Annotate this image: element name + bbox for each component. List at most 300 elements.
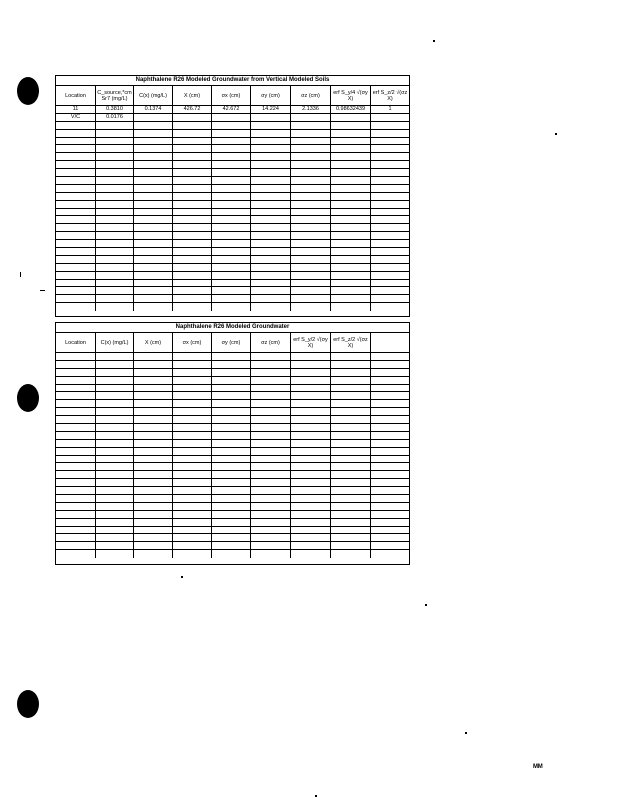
cell-empty — [173, 542, 212, 549]
cell-empty — [56, 448, 96, 455]
cell-empty — [96, 534, 134, 541]
cell-empty — [56, 416, 96, 423]
cell-empty — [251, 408, 291, 415]
cell-empty — [173, 114, 212, 121]
cell-empty — [173, 527, 212, 534]
cell-empty — [96, 527, 134, 534]
cell-empty — [56, 471, 96, 478]
cell-empty — [331, 240, 371, 247]
cell-empty — [212, 377, 251, 384]
table-row — [56, 209, 409, 217]
header-cx: C(x) (mg/L) — [134, 86, 173, 105]
cell-empty — [134, 153, 173, 160]
scan-speck — [465, 732, 467, 734]
cell-empty — [331, 209, 371, 216]
cell-empty — [134, 272, 173, 279]
cell-empty — [96, 392, 134, 399]
table-row — [56, 216, 409, 224]
cell-empty — [291, 400, 331, 407]
cell-empty — [212, 216, 251, 223]
cell-empty — [173, 280, 212, 287]
cell-empty — [251, 550, 291, 558]
cell-empty — [291, 201, 331, 208]
cell-empty — [371, 487, 409, 494]
cell-empty — [331, 534, 371, 541]
cell-empty — [251, 248, 291, 255]
cell-empty — [291, 456, 331, 463]
cell-empty — [96, 169, 134, 176]
cell-empty — [56, 511, 96, 518]
cell-empty — [212, 385, 251, 392]
cell-empty — [56, 209, 96, 216]
cell-empty — [173, 240, 212, 247]
cell-empty — [371, 377, 409, 384]
table-row — [56, 224, 409, 232]
cell-empty — [212, 264, 251, 271]
cell-empty — [134, 264, 173, 271]
cell-empty — [331, 519, 371, 526]
cell-empty — [134, 161, 173, 168]
cell-empty — [173, 264, 212, 271]
cell-empty — [96, 385, 134, 392]
table-row — [56, 456, 409, 464]
cell-empty — [96, 361, 134, 368]
cell-empty — [173, 471, 212, 478]
cell-empty — [212, 448, 251, 455]
cell-empty — [96, 487, 134, 494]
cell-empty — [96, 400, 134, 407]
header-location: Location — [56, 333, 96, 352]
table-row — [56, 479, 409, 487]
cell-empty — [56, 240, 96, 247]
cell-empty — [134, 209, 173, 216]
cell-empty — [134, 432, 173, 439]
scan-speck — [555, 133, 557, 135]
cell-empty — [96, 369, 134, 376]
cell-empty — [56, 542, 96, 549]
cell-empty — [371, 295, 409, 302]
cell-empty — [96, 295, 134, 302]
cell-empty — [134, 495, 173, 502]
cell-empty — [251, 479, 291, 486]
cell-empty — [134, 169, 173, 176]
table-row — [56, 432, 409, 440]
cell-empty — [56, 424, 96, 431]
cell-empty — [173, 377, 212, 384]
cell-empty — [173, 550, 212, 558]
table-row — [56, 511, 409, 519]
cell-empty — [212, 416, 251, 423]
cell-empty — [56, 248, 96, 255]
cell-empty — [291, 287, 331, 294]
cell-empty — [96, 550, 134, 558]
cell-empty — [134, 550, 173, 558]
cell-empty — [371, 287, 409, 294]
cell-empty — [173, 256, 212, 263]
cell-empty — [331, 224, 371, 231]
cell-empty — [96, 185, 134, 192]
cell-empty — [56, 256, 96, 263]
cell-empty — [96, 424, 134, 431]
cell-empty — [371, 177, 409, 184]
scan-speck — [425, 604, 427, 606]
cell-empty — [331, 264, 371, 271]
cell-empty — [173, 456, 212, 463]
cell-empty — [331, 169, 371, 176]
table-row — [56, 106, 409, 114]
cell-empty — [134, 519, 173, 526]
table-row — [56, 471, 409, 479]
table-row — [56, 177, 409, 185]
table-row — [56, 272, 409, 280]
cell-empty — [173, 185, 212, 192]
cell-empty — [56, 353, 96, 360]
cell-empty — [173, 385, 212, 392]
cell-empty — [56, 161, 96, 168]
cell-empty — [291, 448, 331, 455]
cell-empty — [331, 377, 371, 384]
cell-empty — [251, 193, 291, 200]
header-sigma-z: σz (cm) — [251, 333, 291, 352]
cell-empty — [96, 511, 134, 518]
cell-empty — [251, 392, 291, 399]
cell-empty — [96, 216, 134, 223]
cell-empty — [134, 280, 173, 287]
cell-empty — [134, 527, 173, 534]
cell-empty — [291, 114, 331, 121]
cell-empty — [331, 503, 371, 510]
header-sigma-y: σy (cm) — [212, 333, 251, 352]
cell-empty — [371, 463, 409, 470]
cell-empty — [251, 287, 291, 294]
cell-empty — [291, 240, 331, 247]
cell-empty — [56, 495, 96, 502]
header-sigma-y: σy (cm) — [251, 86, 291, 105]
cell-empty — [173, 153, 212, 160]
cell-empty — [291, 130, 331, 137]
cell-empty — [134, 440, 173, 447]
cell-empty — [251, 495, 291, 502]
cell-empty — [291, 519, 331, 526]
cell-empty — [173, 295, 212, 302]
header-x: X (cm) — [173, 86, 212, 105]
cell-empty — [212, 534, 251, 541]
cell-empty — [212, 256, 251, 263]
cell-empty — [331, 280, 371, 287]
cell-empty — [251, 503, 291, 510]
cell-empty — [96, 193, 134, 200]
cell-empty — [251, 122, 291, 129]
cell-empty — [331, 385, 371, 392]
cell-empty — [212, 392, 251, 399]
cell-empty — [96, 408, 134, 415]
cell-empty — [251, 177, 291, 184]
cell-empty — [251, 138, 291, 145]
cell-empty — [173, 416, 212, 423]
cell-empty — [56, 130, 96, 137]
table-row — [56, 201, 409, 209]
cell-empty — [251, 114, 291, 121]
cell-empty — [96, 280, 134, 287]
cell-empty — [173, 408, 212, 415]
table-row — [56, 240, 409, 248]
cell-empty — [56, 216, 96, 223]
cell-empty — [371, 392, 409, 399]
cell-empty — [173, 161, 212, 168]
cell-empty — [56, 145, 96, 152]
cell-empty — [291, 353, 331, 360]
cell-empty — [134, 385, 173, 392]
cell-empty — [96, 145, 134, 152]
cell-empty — [291, 369, 331, 376]
cell-empty — [291, 145, 331, 152]
table-row — [56, 377, 409, 385]
punch-hole-top — [17, 77, 39, 105]
cell-empty — [251, 303, 291, 311]
table-row — [56, 130, 409, 138]
table-row — [56, 185, 409, 193]
cell-empty — [371, 361, 409, 368]
cell-empty — [331, 287, 371, 294]
cell-empty — [134, 303, 173, 311]
cell-empty — [371, 161, 409, 168]
table-row — [56, 385, 409, 393]
cell-empty — [251, 209, 291, 216]
table-row — [56, 495, 409, 503]
cell-empty — [212, 295, 251, 302]
cell-empty — [371, 169, 409, 176]
cell-empty — [251, 400, 291, 407]
cell-empty — [96, 440, 134, 447]
cell-empty — [134, 353, 173, 360]
header-c-source: C_source,*cm Sr7 (mg/L) — [96, 86, 134, 105]
cell-empty — [251, 471, 291, 478]
table-empty-rows — [56, 122, 409, 311]
cell-empty — [291, 495, 331, 502]
table-row — [56, 138, 409, 146]
cell-empty — [371, 408, 409, 415]
cell-empty — [331, 416, 371, 423]
cell-empty — [251, 272, 291, 279]
cell-empty — [371, 534, 409, 541]
table-row — [56, 114, 409, 122]
cell-empty — [331, 448, 371, 455]
cell-empty — [331, 177, 371, 184]
table-row — [56, 448, 409, 456]
cell-empty — [134, 511, 173, 518]
scan-speck — [181, 576, 183, 578]
cell-empty — [134, 534, 173, 541]
cell-empty — [134, 408, 173, 415]
cell-empty — [134, 471, 173, 478]
table-vertical-soils — [55, 75, 410, 317]
cell-empty — [371, 527, 409, 534]
cell-empty — [331, 511, 371, 518]
cell-empty — [371, 448, 409, 455]
cell-empty — [212, 177, 251, 184]
cell-empty — [173, 361, 212, 368]
cell-empty — [56, 392, 96, 399]
cell-empty — [212, 479, 251, 486]
cell-empty — [251, 448, 291, 455]
table-row — [56, 153, 409, 161]
table-row — [56, 361, 409, 369]
cell-empty — [56, 463, 96, 470]
table-row — [56, 280, 409, 288]
cell-empty — [212, 248, 251, 255]
cell-empty — [291, 503, 331, 510]
cell-empty — [134, 416, 173, 423]
cell-empty — [134, 114, 173, 121]
cell-empty — [331, 440, 371, 447]
cell-empty — [371, 216, 409, 223]
cell-empty — [331, 153, 371, 160]
table-row — [56, 463, 409, 471]
header-erf-z: erf S_z/2 √(σz X) — [372, 89, 408, 102]
cell-empty — [291, 416, 331, 423]
cell-empty — [291, 385, 331, 392]
cell-empty — [291, 408, 331, 415]
table-row — [56, 169, 409, 177]
cell-empty — [291, 479, 331, 486]
cell-empty — [331, 471, 371, 478]
cell-empty — [134, 232, 173, 239]
cell-empty — [212, 503, 251, 510]
cell-empty — [331, 550, 371, 558]
cell-empty — [291, 550, 331, 558]
header-location: Location — [56, 86, 96, 105]
table-row — [56, 353, 409, 361]
cell-empty — [56, 295, 96, 302]
cell-empty — [173, 177, 212, 184]
cell-empty — [56, 264, 96, 271]
cell-empty — [96, 177, 134, 184]
cell-empty — [96, 272, 134, 279]
cell-empty — [371, 303, 409, 311]
cell-empty — [371, 424, 409, 431]
header-sigma-z: σz (cm) — [291, 86, 331, 105]
cell-empty — [371, 542, 409, 549]
cell-empty — [251, 232, 291, 239]
cell-empty — [96, 503, 134, 510]
cell-empty — [56, 185, 96, 192]
cell-empty — [251, 295, 291, 302]
cell-empty — [291, 209, 331, 216]
cell-empty — [173, 369, 212, 376]
cell-empty — [96, 519, 134, 526]
cell-empty — [212, 193, 251, 200]
table-row — [56, 193, 409, 201]
cell-empty — [331, 185, 371, 192]
cell-empty — [371, 456, 409, 463]
cell-empty — [56, 122, 96, 129]
cell-empty — [331, 463, 371, 470]
cell-empty — [251, 534, 291, 541]
cell-empty — [371, 130, 409, 137]
cell-empty — [96, 240, 134, 247]
cell-empty — [96, 448, 134, 455]
cell-empty — [96, 377, 134, 384]
cell-empty — [291, 272, 331, 279]
cell-sigma-x: 42.672 — [212, 106, 251, 113]
cell-empty — [251, 511, 291, 518]
header-blank — [371, 333, 409, 352]
cell-empty — [331, 114, 371, 121]
cell-empty — [251, 369, 291, 376]
cell-empty — [96, 248, 134, 255]
cell-empty — [291, 295, 331, 302]
cell-empty — [212, 519, 251, 526]
cell-empty — [371, 209, 409, 216]
cell-empty — [56, 138, 96, 145]
cell-empty — [251, 424, 291, 431]
cell-empty — [291, 177, 331, 184]
cell-empty — [56, 272, 96, 279]
cell-empty — [173, 224, 212, 231]
table-title: Naphthalene R26 Modeled Groundwater from Vertical Modeled Soils — [56, 76, 409, 86]
cell-empty — [134, 400, 173, 407]
cell-empty — [371, 138, 409, 145]
cell-empty — [96, 471, 134, 478]
scan-speck — [40, 290, 45, 291]
cell-empty — [371, 114, 409, 121]
cell-empty — [212, 201, 251, 208]
cell-empty — [56, 303, 96, 311]
cell-empty — [173, 448, 212, 455]
table-row — [56, 392, 409, 400]
cell-empty — [96, 232, 134, 239]
cell-location: V/C — [56, 114, 96, 121]
cell-empty — [291, 248, 331, 255]
cell-empty — [291, 432, 331, 439]
cell-empty — [134, 145, 173, 152]
cell-empty — [56, 377, 96, 384]
cell-empty — [56, 479, 96, 486]
cell-empty — [331, 527, 371, 534]
cell-empty — [331, 232, 371, 239]
header-erf-z: erf S_z/2 √(σz X) — [331, 333, 371, 352]
cell-empty — [251, 201, 291, 208]
cell-empty — [291, 487, 331, 494]
cell-empty — [212, 353, 251, 360]
table-row — [56, 232, 409, 240]
document-code: MM — [533, 764, 543, 770]
cell-empty — [134, 456, 173, 463]
cell-empty — [173, 248, 212, 255]
cell-empty — [173, 145, 212, 152]
scan-speck — [20, 272, 21, 277]
cell-empty — [134, 448, 173, 455]
table-row — [56, 287, 409, 295]
cell-empty — [251, 456, 291, 463]
cell-empty — [291, 377, 331, 384]
cell-empty — [291, 440, 331, 447]
cell-empty — [331, 400, 371, 407]
cell-empty — [173, 130, 212, 137]
cell-empty — [251, 487, 291, 494]
cell-empty — [251, 353, 291, 360]
cell-empty — [291, 224, 331, 231]
cell-empty — [251, 385, 291, 392]
cell-empty — [96, 353, 134, 360]
cell-empty — [212, 272, 251, 279]
cell-empty — [251, 153, 291, 160]
cell-empty — [212, 463, 251, 470]
cell-empty — [212, 280, 251, 287]
cell-empty — [173, 122, 212, 129]
cell-empty — [331, 392, 371, 399]
cell-empty — [291, 122, 331, 129]
